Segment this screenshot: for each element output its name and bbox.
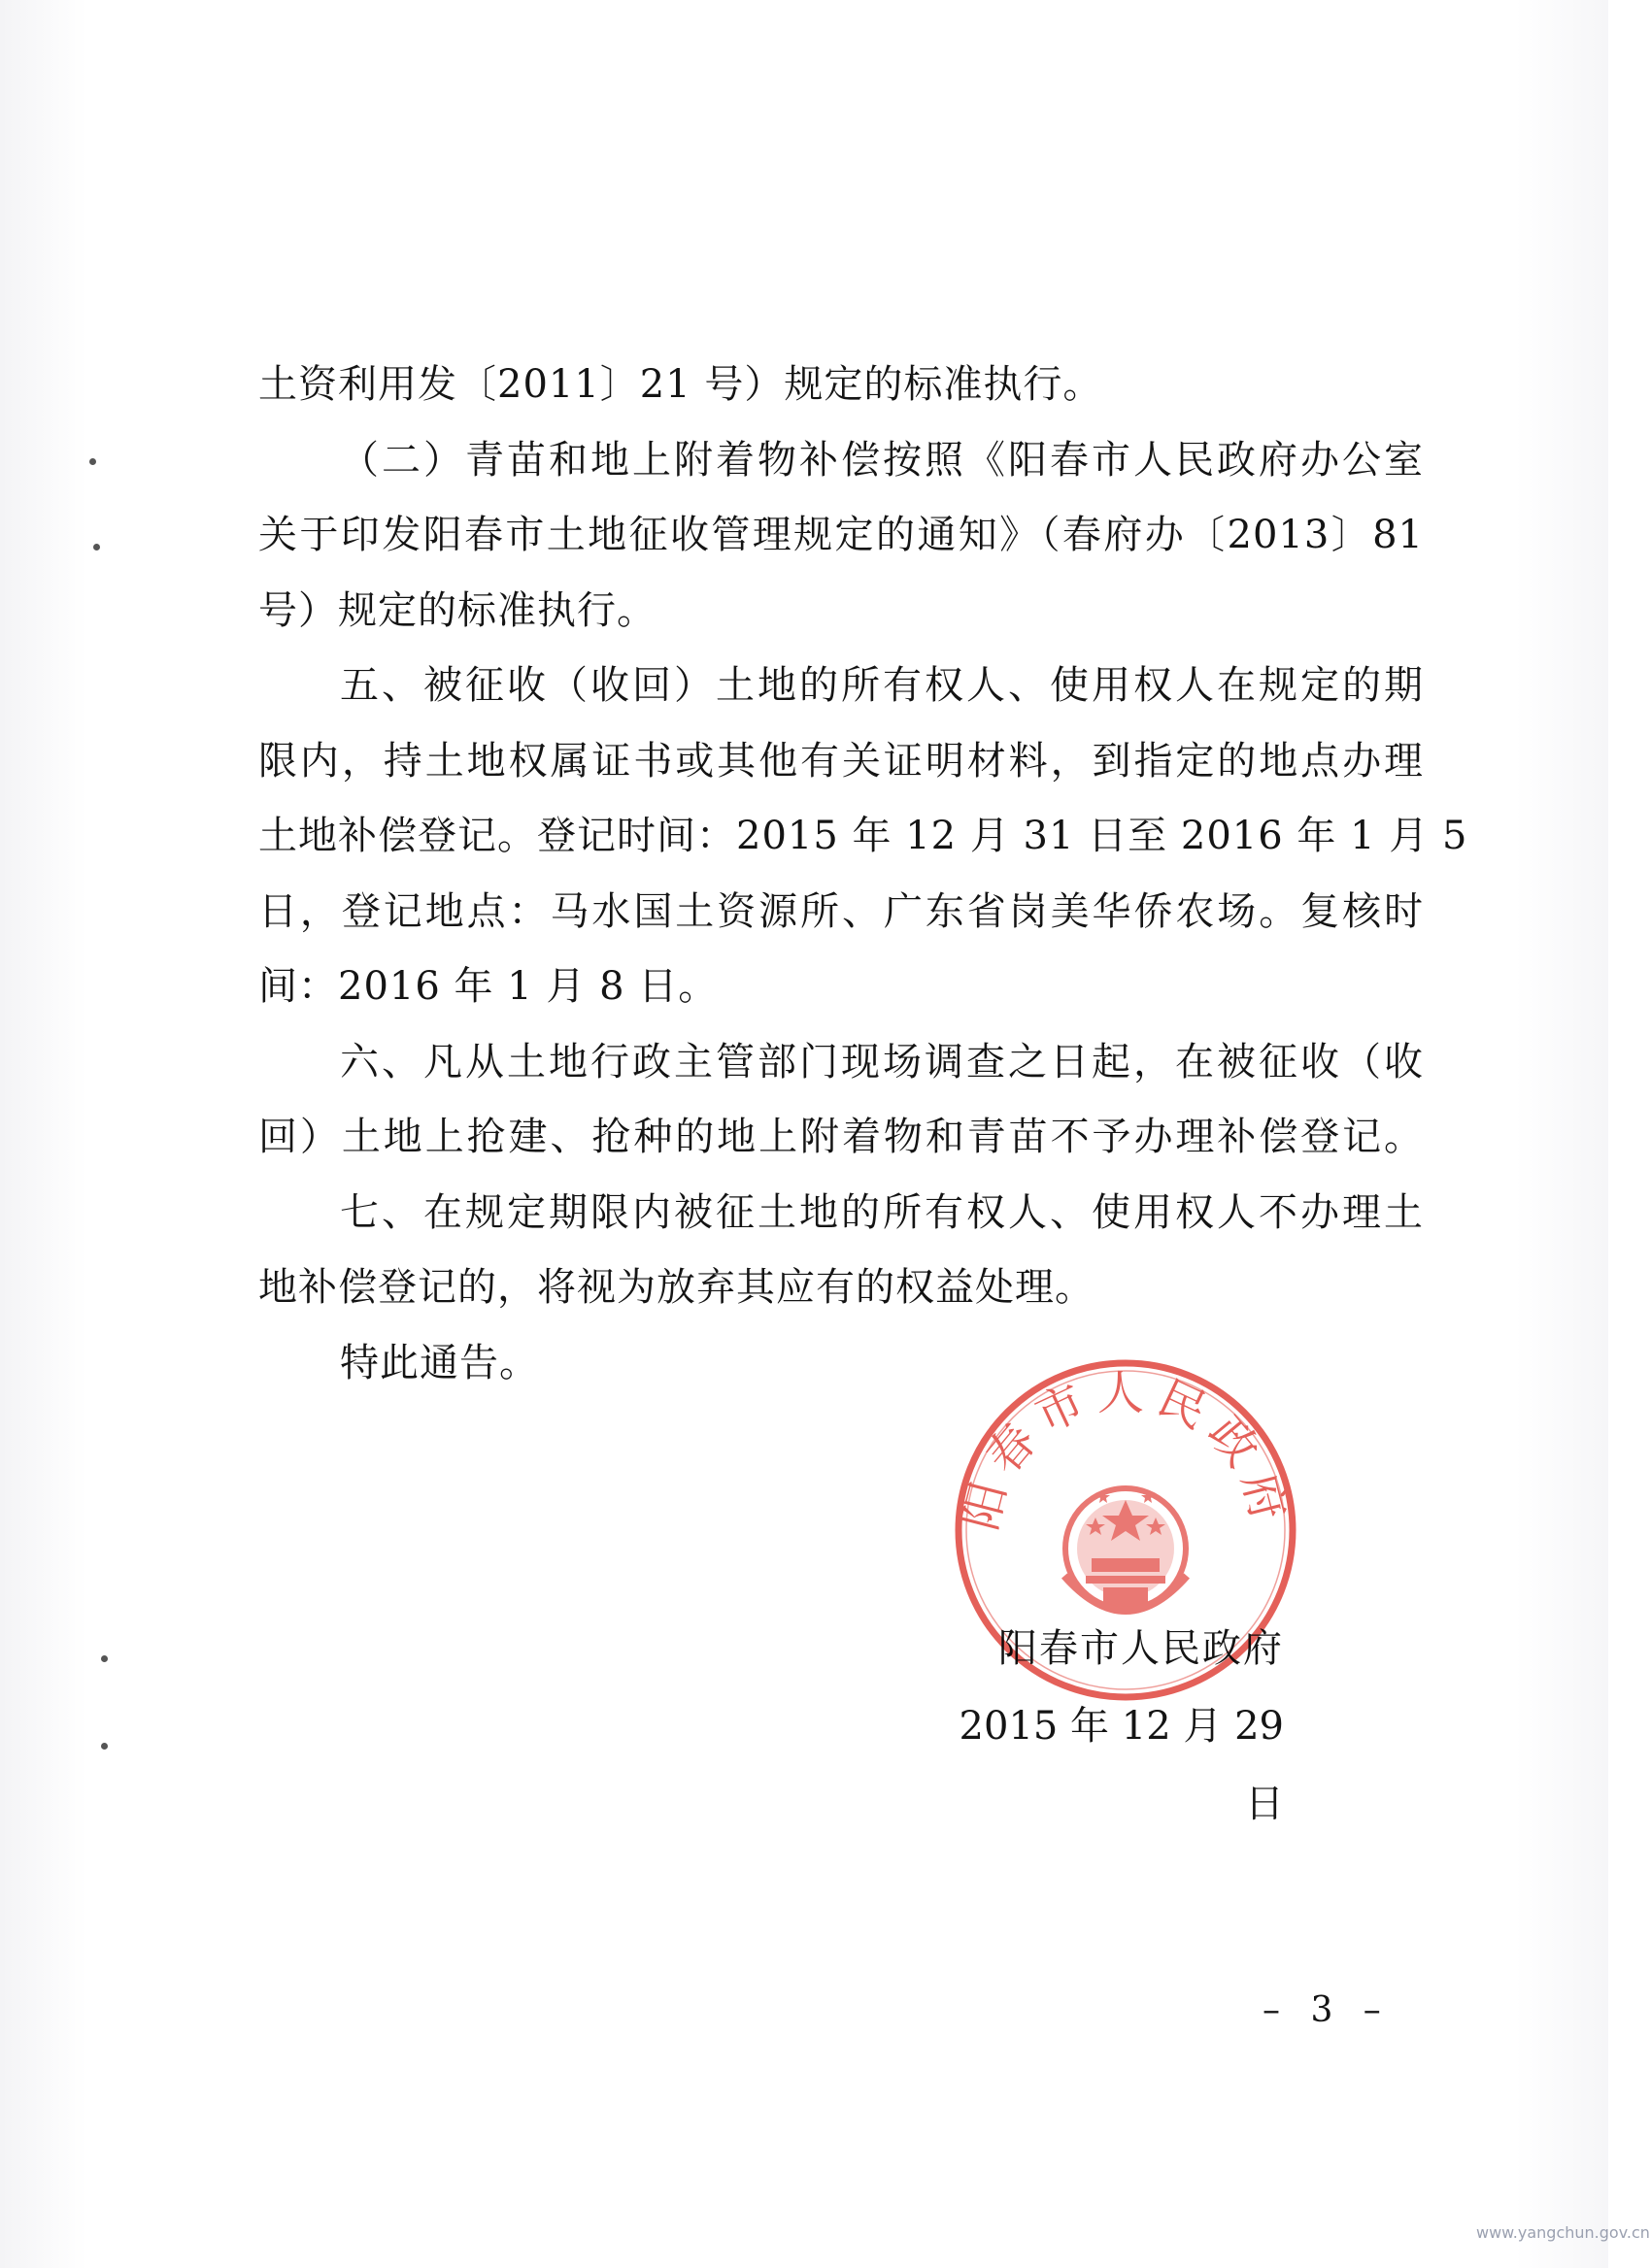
paragraph-line: 间：2016 年 1 月 8 日。 <box>258 964 719 1009</box>
paragraph-line: 六、凡从土地行政主管部门现场调查之日起，在被征收（收 <box>340 1039 1424 1084</box>
margin-mark <box>101 1743 108 1750</box>
site-watermark: www.yangchun.gov.cn <box>1476 2223 1650 2242</box>
paragraph-line: （二）青苗和地上附着物补偿按照《阳春市人民政府办公室 <box>340 437 1424 483</box>
margin-mark <box>89 458 96 465</box>
issue-date: 2015 年 12 月 29 日 <box>959 1704 1284 1826</box>
paragraph-line: 土资利用发〔2011〕21 号）规定的标准执行。 <box>258 362 1103 407</box>
official-seal-icon <box>950 1354 1301 1706</box>
closing-line: 特此通告。 <box>340 1340 539 1385</box>
seal-text: 阳春市人民政府 <box>953 1366 1298 1536</box>
paragraph-line: 七、在规定期限内被征土地的所有权人、使用权人不办理土 <box>340 1189 1424 1235</box>
page-number: – 3 – <box>1263 1990 1391 2030</box>
paragraph-line: 关于印发阳春市土地征收管理规定的通知》（春府办〔2013〕81 <box>258 513 1424 557</box>
paragraph-line: 号）规定的标准执行。 <box>258 587 657 633</box>
paragraph-line: 日，登记地点：马水国土资源所、广东省岗美华侨农场。复核时 <box>258 888 1424 934</box>
margin-mark <box>93 544 100 550</box>
issuing-organization: 阳春市人民政府 <box>998 1626 1284 1671</box>
margin-mark <box>101 1655 108 1662</box>
paragraph-line: 五、被征收（收回）土地的所有权人、使用权人在规定的期 <box>340 663 1424 708</box>
paragraph-line: 地补偿登记的，将视为放弃其应有的权益处理。 <box>258 1265 1094 1310</box>
paragraph-line: 回）土地上抢建、抢种的地上附着物和青苗不予办理补偿登记。 <box>258 1115 1424 1159</box>
paragraph-line: 土地补偿登记。登记时间：2015 年 12 月 31 日至 2016 年 1 月 5 <box>258 814 1468 858</box>
notice-body <box>258 348 1468 1401</box>
paragraph-line: 限内，持土地权属证书或其他有关证明材料，到指定的地点办理 <box>258 738 1424 784</box>
